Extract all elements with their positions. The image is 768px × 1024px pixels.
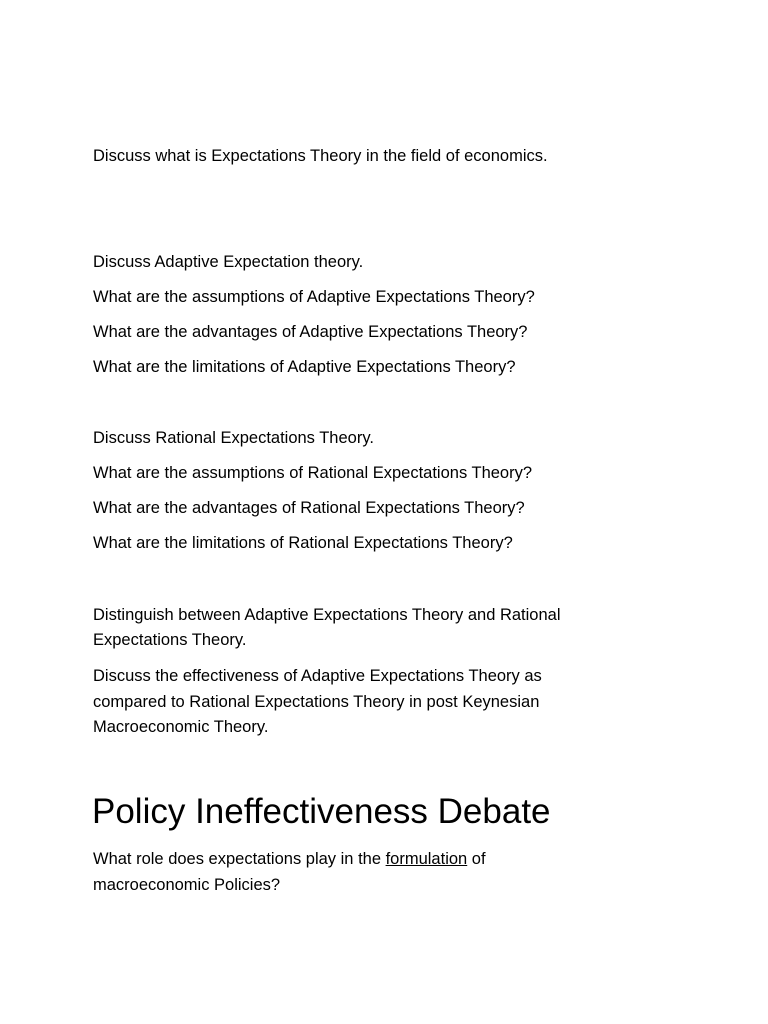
question-effectiveness-line2: compared to Rational Expectations Theory in post Keynesian — [93, 693, 540, 711]
question-effectiveness-line3: Macroeconomic Theory. — [93, 718, 269, 736]
question-adaptive-assumptions: What are the assumptions of Adaptive Expectations Theory? — [93, 288, 535, 306]
question-adaptive-advantages: What are the advantages of Adaptive Expectations Theory? — [93, 323, 528, 341]
question-rational-discuss: Discuss Rational Expectations Theory. — [93, 429, 374, 447]
underlined-word-formulation: formulation — [385, 850, 468, 868]
question-role-text-before: What role does expectations play in the — [93, 850, 386, 868]
question-distinguish-line2: Expectations Theory. — [93, 631, 247, 649]
question-adaptive-limitations: What are the limitations of Adaptive Expectations Theory? — [93, 358, 516, 376]
question-role-text-after: of — [467, 850, 486, 868]
question-role-line2: macroeconomic Policies? — [93, 876, 281, 894]
question-rational-limitations: What are the limitations of Rational Expectations Theory? — [93, 534, 513, 552]
question-role-line1 — [93, 846, 653, 872]
question-adaptive-discuss: Discuss Adaptive Expectation theory. — [93, 253, 364, 271]
section-heading: Policy Ineffectiveness Debate — [92, 792, 551, 831]
question-rational-advantages: What are the advantages of Rational Expectations Theory? — [93, 499, 525, 517]
question-distinguish-line1: Distinguish between Adaptive Expectations Theory and Rational — [93, 606, 561, 624]
question-effectiveness-line1: Discuss the effectiveness of Adaptive Expectations Theory as — [93, 667, 542, 685]
question-expectations-theory: Discuss what is Expectations Theory in the field of economics. — [93, 147, 548, 165]
question-rational-assumptions: What are the assumptions of Rational Expectations Theory? — [93, 464, 533, 482]
